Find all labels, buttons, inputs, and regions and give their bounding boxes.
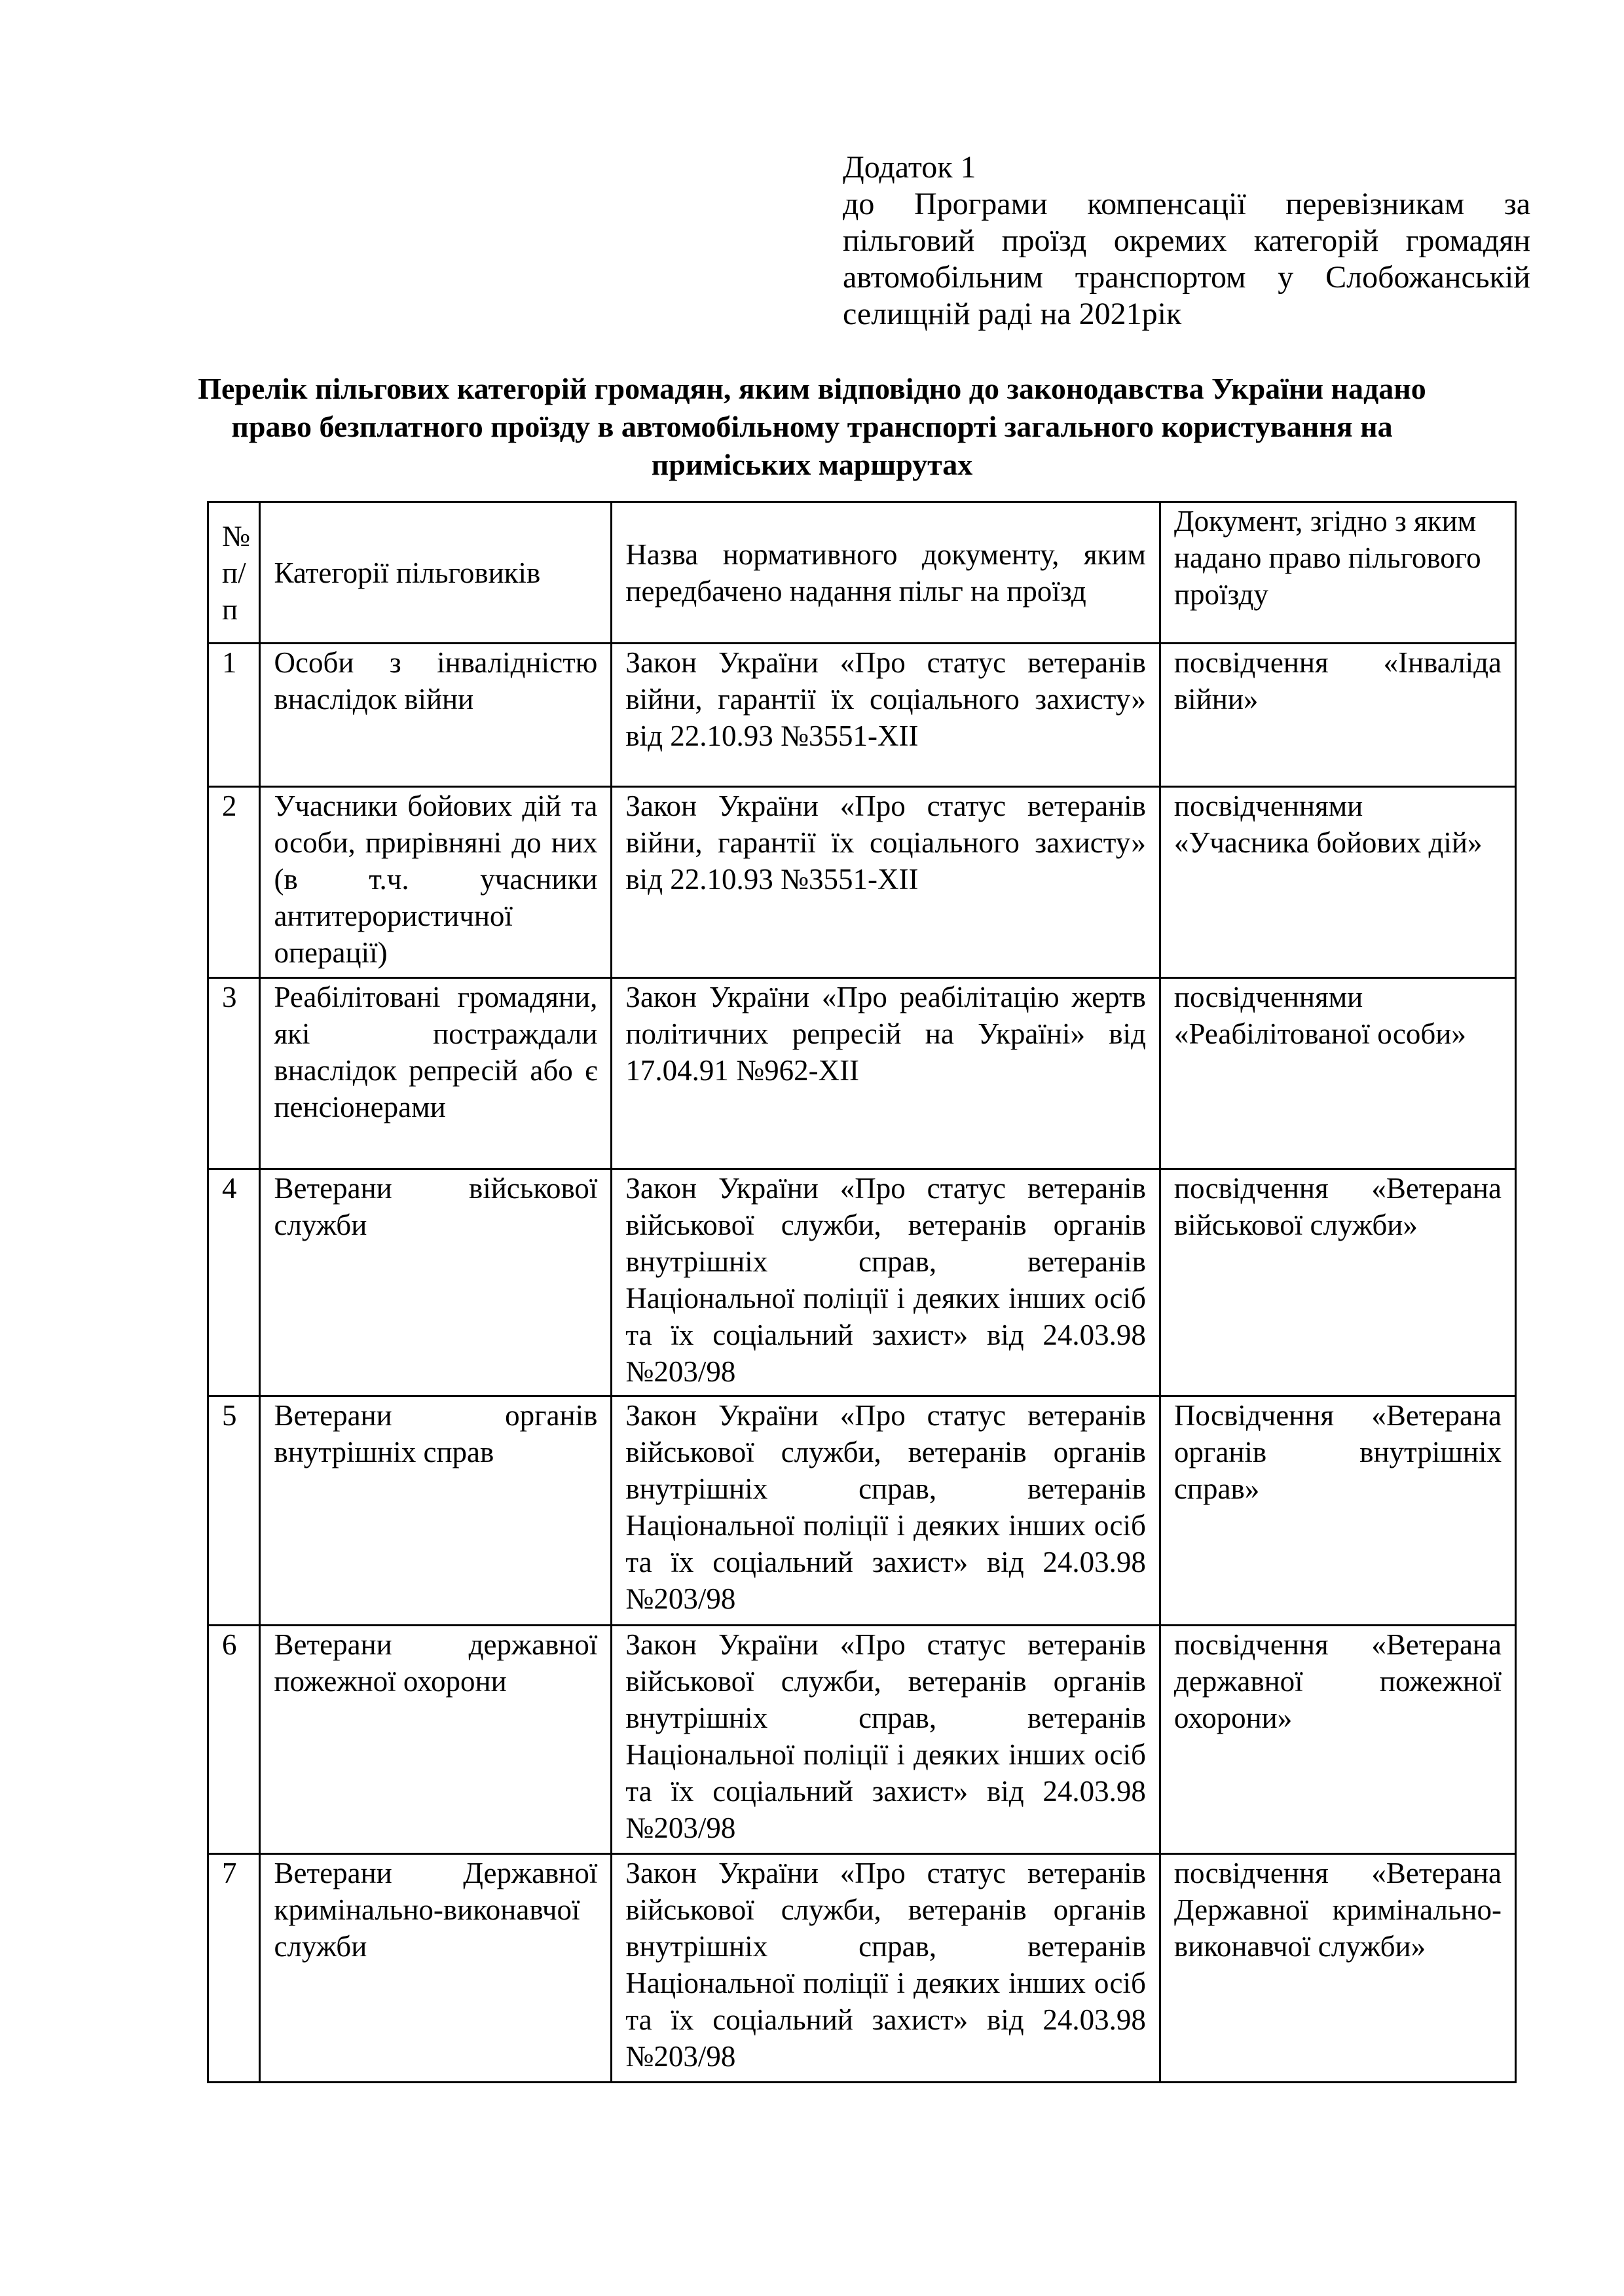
table-row [208,1854,1516,2083]
row-document: Посвідчення «Ветерана органів внутрішніх справ» [1160,1396,1515,1626]
row-category: Реабілітовані громадяни, які постраждали внаслідок репресій або є пенсіонерами [260,978,612,1169]
row-number: 7 [208,1854,260,2083]
row-category: Ветерани військової служби [260,1169,612,1396]
row-document: посвідчення «Ветерана державної пожежної охорони» [1160,1626,1515,1854]
appendix-program-reference: до Програми компенсації перевізникам за пільговий проїзд окремих категорій громадян автомобільним транспортом у Слобожанській селищній раді на 2021рік [843,187,1530,331]
table-row [208,1169,1516,1396]
row-number: 4 [208,1169,260,1396]
row-category: Учасники бойових дій та особи, прирівняні до них (в т.ч. учасники антитерористичної операції) [260,787,612,978]
table-row [208,787,1516,978]
row-document: посвідчення «Ветерана військової служби» [1160,1169,1515,1396]
row-law: Закон України «Про статус ветеранів військової служби, ветеранів органів внутрішніх справ, ветеранів Національної поліції і деяких інших осіб та їх соціальний захист» від 24.03.98 №203/98 [612,1396,1160,1626]
row-number: 2 [208,787,260,978]
row-number: 3 [208,978,260,1169]
row-category: Ветерани Державної кримінально-виконавчої служби [260,1854,612,2083]
row-document: посвідченнями «Реабілітованої особи» [1160,978,1515,1169]
table-row [208,978,1516,1169]
table-row [208,1396,1516,1626]
beneficiaries-table [207,501,1517,2083]
row-category: Ветерани державної пожежної охорони [260,1626,612,1854]
row-document: посвідчення «Інваліда війни» [1160,644,1515,787]
row-law: Закон України «Про статус ветеранів війни, гарантії їх соціального захисту» від 22.10.93 №3551-XII [612,787,1160,978]
row-law: Закон України «Про статус ветеранів військової служби, ветеранів органів внутрішніх справ, ветеранів Національної поліції і деяких інших осіб та їх соціальний захист» від 24.03.98 №203/98 [612,1626,1160,1854]
row-law: Закон України «Про реабілітацію жертв політичних репресій на Україні» від 17.04.91 №962-XII [612,978,1160,1169]
row-law: Закон України «Про статус ветеранів війни, гарантії їх соціального захисту» від 22.10.93 №3551-XII [612,644,1160,787]
header-category: Категорії пільговиків [260,502,612,644]
document-title: Перелік пільгових категорій громадян, яким відповідно до законодавства України надано право безплатного проїзду в автомобільному транспорті загального користування на приміських маршрутах [198,372,1426,481]
table-row [208,644,1516,787]
table-row [208,1626,1516,1854]
appendix-block [843,149,1530,333]
row-document: посвідченнями «Учасника бойових дій» [1160,787,1515,978]
header-number: № п/п [208,502,260,644]
row-number: 1 [208,644,260,787]
row-number: 5 [208,1396,260,1626]
header-law: Назва нормативного документу, яким передбачено надання пільг на проїзд [612,502,1160,644]
row-law: Закон України «Про статус ветеранів військової служби, ветеранів органів внутрішніх справ, ветеранів Національної поліції і деяких інших осіб та їх соціальний захист» від 24.03.98 №203/98 [612,1854,1160,2083]
row-document: посвідчення «Ветерана Державної кримінально-виконавчої служби» [1160,1854,1515,2083]
header-document: Документ, згідно з яким надано право пільгового проїзду [1160,502,1515,644]
appendix-number: Додаток 1 [843,150,976,185]
table-header-row [208,502,1516,644]
row-category: Особи з інвалідністю внаслідок війни [260,644,612,787]
row-law: Закон України «Про статус ветеранів військової служби, ветеранів органів внутрішніх справ, ветеранів Національної поліції і деяких інших осіб та їх соціальний захист» від 24.03.98 №203/98 [612,1169,1160,1396]
row-number: 6 [208,1626,260,1854]
row-category: Ветерани органів внутрішніх справ [260,1396,612,1626]
